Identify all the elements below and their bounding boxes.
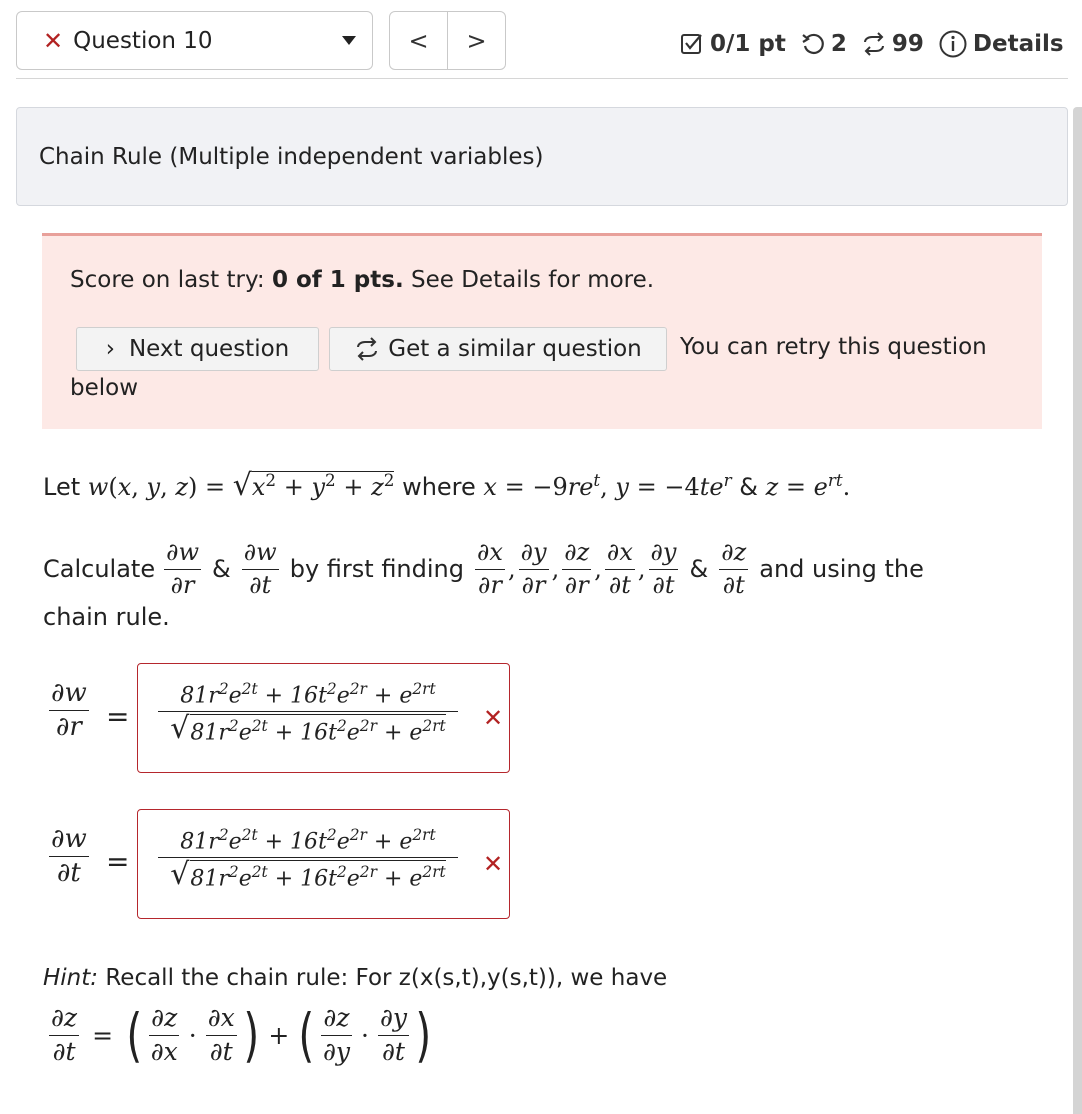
incorrect-icon: ✕ — [483, 850, 504, 878]
prev-question-button[interactable]: < — [408, 26, 429, 55]
equals-sign: = — [106, 700, 130, 733]
score-prefix: Score on last try: — [70, 267, 272, 293]
chevron-down-icon — [342, 36, 356, 45]
divider — [16, 78, 1068, 79]
amp: & — [689, 555, 709, 583]
attempts-icon — [800, 31, 826, 57]
next-question-button[interactable] — [76, 327, 319, 371]
amp: & — [212, 555, 231, 583]
function-definition: w — [87, 473, 109, 501]
retries-count: 99 — [891, 31, 924, 57]
scrollbar[interactable] — [1073, 107, 1082, 1114]
dw-dt-answer-box[interactable] — [137, 809, 510, 919]
chevron-right-icon: › — [105, 336, 115, 362]
details-label: Details — [972, 31, 1064, 57]
incorrect-icon: ✕ — [43, 26, 64, 55]
next-question-arrow-button[interactable]: > — [447, 12, 505, 69]
by-first-finding: by first finding — [289, 555, 464, 583]
incorrect-icon: ✕ — [483, 704, 504, 732]
dw-dr-label: $\frac{\partial w}{\partial r}$ — [51, 678, 87, 743]
hint-formula: $\frac{\partial z}{\partial t}$ = ( $\frac{\partial z}{\partial x}$ · $\frac{\partial x}{\partial t}$ ) + ( $\frac{\partial z}{\partial y}$ · $\frac{\partial y}{\partial t}$ ) — [51, 1001, 432, 1069]
hint-label: Hint: — [43, 965, 99, 991]
info-icon — [938, 29, 968, 59]
retry-icon — [861, 31, 887, 57]
dw-dt-answer-expression: $81r^2e^{2t} + 16t^2e^{2r} + e^{2rt}$ √ $81r^2e^{2t} + 16t^2e^{2r} + e^{2rt}$ — [158, 826, 458, 892]
where-word: where — [402, 473, 476, 501]
dw-dr-answer-box[interactable] — [137, 663, 510, 773]
similar-question-button[interactable] — [329, 327, 667, 371]
dw-dr-answer-expression: $81r^2e^{2t} + 16t^2e^{2r} + e^{2rt}$ √ $81r^2e^{2t} + 16t^2e^{2r} + e^{2rt}$ — [158, 680, 458, 746]
calculate-word: Calculate — [43, 555, 156, 583]
problem-statement: Let w(x, y, $z) = √x^2 + y^2 + z^2$ where $x = -9re^t$, $y = -4te^r$ & $z = e^{rt}$. — [43, 468, 851, 503]
hint-text: Recall the chain rule: For z(x(s,t),y(s,t)), we have — [98, 965, 668, 991]
calculate-line: Calculate $\frac{\partial w}{\partial r}$ & $\frac{\partial w}{\partial t}$ by first finding $\frac{\partial x}{\partial r}$ , $\frac{\partial y}{\partial r}$ , $\frac{\partial z}{\partial r}$ , $\frac{\partial x}{\partial t}$ , $\frac{\partial y}{\partial t}$ & $\frac{\partial z}{\partial t}$ and using the — [43, 538, 924, 599]
next-question-label: Next question — [128, 336, 290, 362]
equals-sign: = — [106, 845, 130, 878]
chain-rule-word: chain rule. — [43, 603, 170, 631]
question-select-label: Question 10 — [73, 27, 213, 54]
question-select[interactable] — [16, 11, 373, 70]
similar-question-label: Get a similar question — [388, 336, 642, 362]
score-line — [70, 267, 654, 293]
question-title: Chain Rule (Multiple independent variables) — [39, 143, 544, 170]
score-value: 0 of 1 pts. — [271, 267, 404, 293]
score-suffix: See Details for more. — [403, 267, 655, 293]
question-stats — [679, 27, 1064, 61]
retry-icon — [354, 336, 380, 362]
retry-text: You can retry this question — [680, 334, 987, 360]
question-title-box — [16, 107, 1068, 206]
let-word: Let — [43, 473, 81, 501]
hint-line — [43, 965, 667, 991]
amp: & — [739, 473, 758, 501]
dw-dt-label: $\frac{\partial w}{\partial t}$ — [51, 824, 87, 889]
points-text: 0/1 pt — [710, 31, 786, 57]
question-nav — [389, 11, 506, 70]
and-using: and using the — [759, 555, 924, 583]
checkbox-icon — [679, 31, 705, 57]
details-link[interactable] — [938, 29, 1064, 59]
score-panel — [42, 233, 1042, 429]
attempts-count: 2 — [830, 31, 847, 57]
retry-text-2: below — [70, 375, 139, 401]
